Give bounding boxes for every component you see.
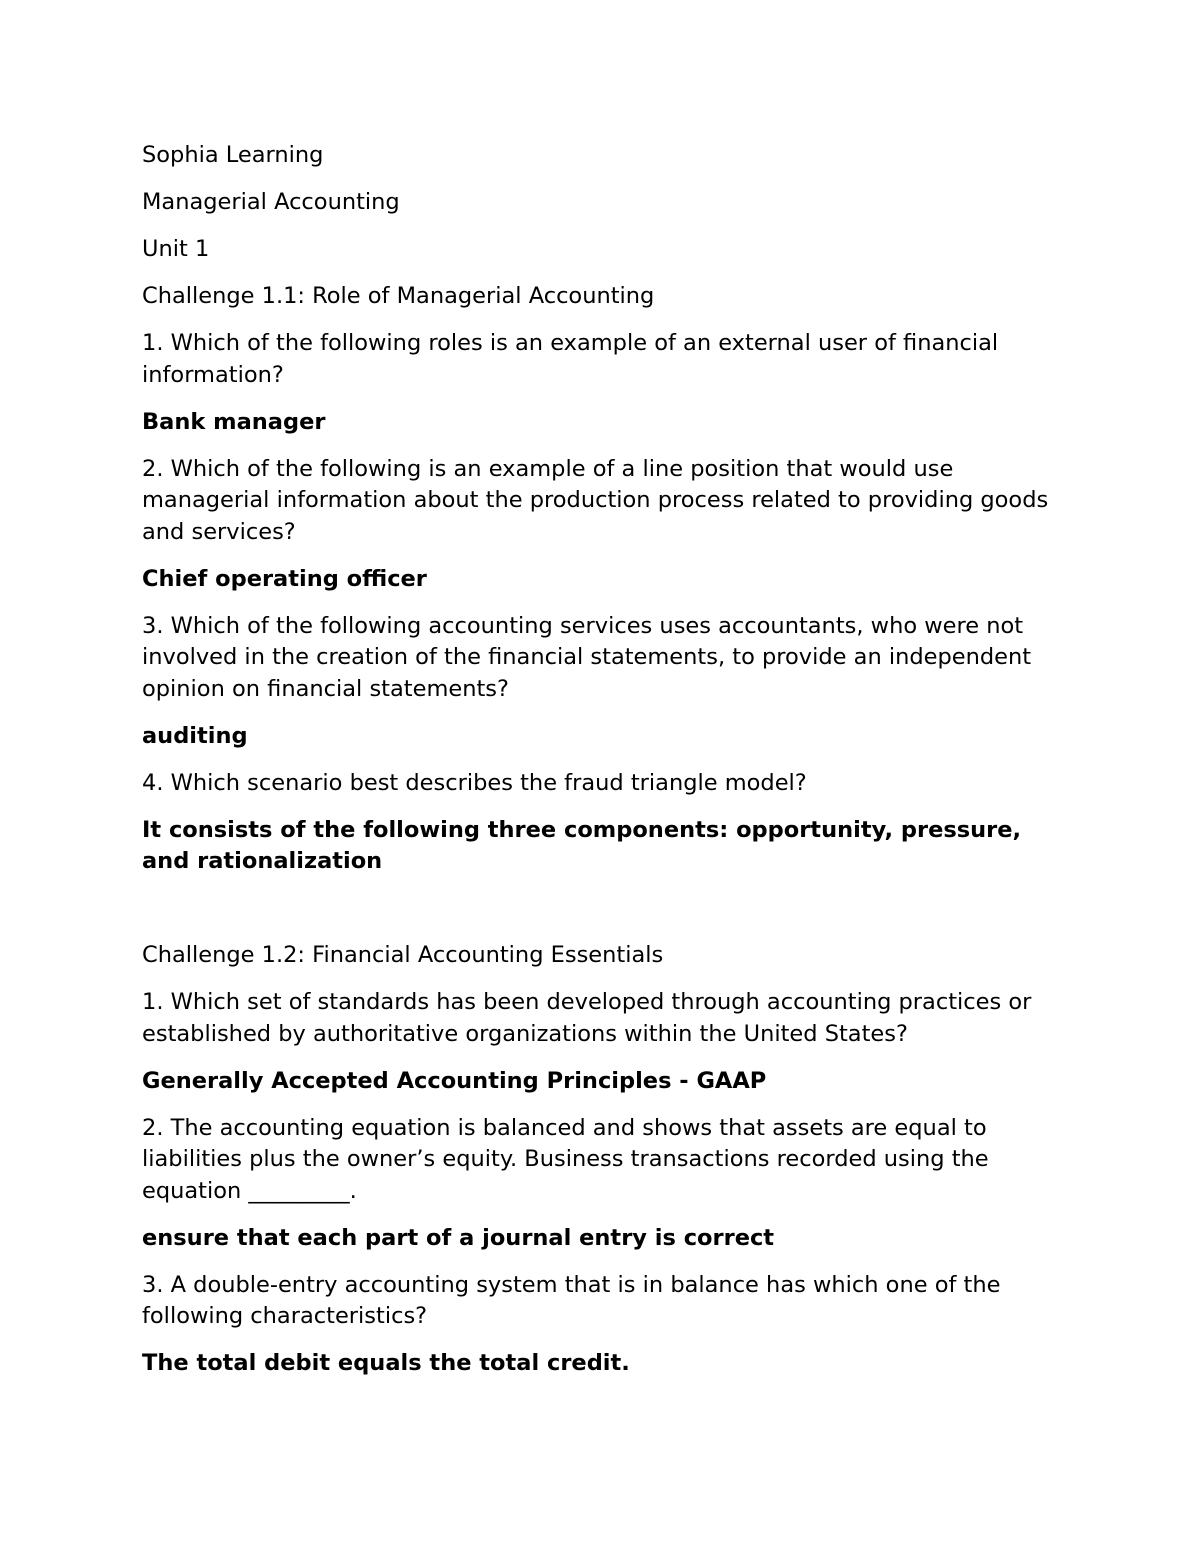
challenge-1-1-title: Challenge 1.1: Role of Managerial Accounting xyxy=(142,283,655,309)
challenge-1-1-answer-2: Chief operating officer xyxy=(142,565,427,592)
unit-label: Unit 1 xyxy=(142,236,210,262)
course-title: Managerial Accounting xyxy=(142,189,400,215)
challenge-1-2-question-2: 2. The accounting equation is balanced and shows that assets are equal to liabilities plus the owner’s equity. Business transactions recorded using the equation _________. xyxy=(142,1114,989,1204)
challenge-1-1-question-2: 2. Which of the following is an example of a line position that would use managerial information about the production process related to providing goods and services? xyxy=(142,455,1049,545)
section-spacer xyxy=(142,893,1062,940)
challenge-1-1-answer-3: auditing xyxy=(142,722,248,749)
challenge-1-1-question-1: 1. Which of the following roles is an example of an external user of financial information? xyxy=(142,330,999,388)
challenge-1-2-question-3: 3. A double-entry accounting system that is in balance has which one of the following characteristics? xyxy=(142,1271,1001,1329)
challenge-1-2-answer-1: Generally Accepted Accounting Principles - GAAP xyxy=(142,1067,767,1094)
challenge-1-1-question-4: 4. Which scenario best describes the fraud triangle model? xyxy=(142,769,807,796)
challenge-1-2-answer-3: The total debit equals the total credit. xyxy=(142,1350,630,1376)
challenge-1-1-answer-4: It consists of the following three components: opportunity, pressure, and rationalization xyxy=(142,816,1022,874)
challenge-1-2-answer-2: ensure that each part of a journal entry is correct xyxy=(142,1224,775,1251)
org-name: Sophia Learning xyxy=(142,142,324,168)
document-page xyxy=(142,140,1062,1395)
challenge-1-2-title: Challenge 1.2: Financial Accounting Essentials xyxy=(142,942,664,968)
challenge-1-1-question-3: 3. Which of the following accounting services uses accountants, who were not involved in the creation of the financial statements, to provide an independent opinion on financial statements? xyxy=(142,612,1032,702)
challenge-1-1-answer-1: Bank manager xyxy=(142,408,326,435)
challenge-1-2-question-1: 1. Which set of standards has been developed through accounting practices or established by authoritative organizations within the United States? xyxy=(142,989,1032,1047)
